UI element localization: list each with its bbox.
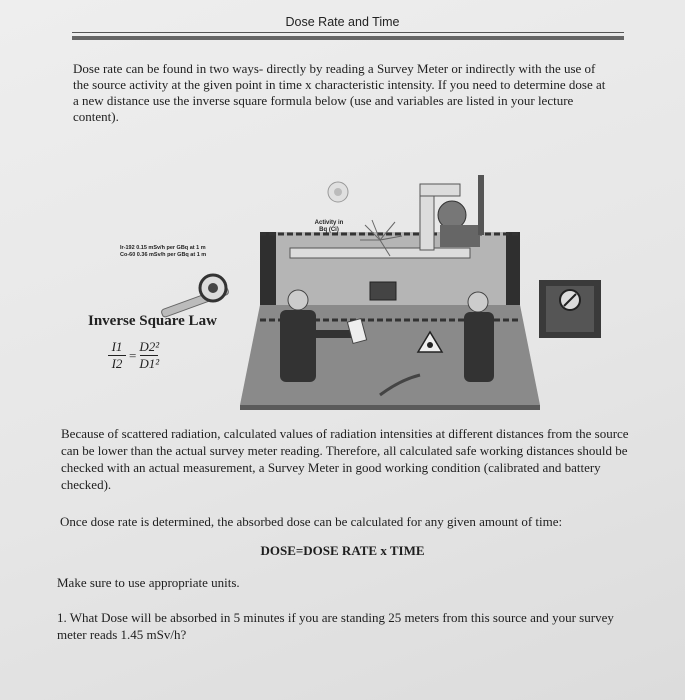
question-1: 1. What Dose will be absorbed in 5 minutes if you are standing 25 meters from this source and your survey meter reads 1.45 mSv/h? bbox=[57, 610, 614, 642]
units-note: Make sure to use appropriate units. bbox=[57, 575, 240, 590]
formula-d1-squared: D1² bbox=[139, 356, 160, 371]
scatter-paragraph: Because of scattered radiation, calculated values of radiation intensities at different distances from the source can be lower than the actual survey meter reading. Therefore, all calculated safe working distances should be checked with an actual measurement, a Survey Meter in good working condition (calibrated and battery checked). bbox=[61, 426, 629, 492]
scene-right-wall bbox=[506, 232, 520, 310]
dose-formula: DOSE=DOSE RATE x TIME bbox=[260, 543, 425, 558]
scene-left-wall bbox=[260, 232, 276, 310]
formula-i2: I2 bbox=[111, 356, 123, 371]
tape-measure-icon bbox=[161, 275, 230, 318]
radiography-figure bbox=[80, 170, 620, 410]
header-rule-thick bbox=[72, 36, 624, 40]
radiation-source-emblem bbox=[328, 182, 348, 202]
survey-meter-icon bbox=[539, 280, 601, 338]
formula-right-fraction bbox=[139, 340, 159, 371]
formula-i1: I1 bbox=[111, 339, 123, 354]
formula-d2-squared: D2² bbox=[139, 339, 160, 354]
radiography-camera bbox=[370, 282, 396, 300]
scene-floor-edge bbox=[240, 405, 540, 410]
source-characteristic-note bbox=[120, 245, 206, 259]
once-paragraph: Once dose rate is determined, the absorbed dose can be calculated for any given amount of time: bbox=[60, 514, 563, 529]
formula-left-fraction bbox=[108, 340, 126, 371]
page-header-title: Dose Rate and Time bbox=[285, 15, 400, 29]
formula-equals: = bbox=[129, 347, 137, 363]
activity-label-line1: Activity in bbox=[314, 220, 344, 226]
co60-note: Co-60 0.36 mSv/h per GBq at 1 m bbox=[120, 252, 207, 258]
intro-paragraph: Dose rate can be found in two ways- directly by reading a Survey Meter or indirectly with the use of the source activity at the given point in time x characteristic intensity. If you need to determine dose at a new distance use the inverse square formula below (use and variables are listed in your lecture content). bbox=[73, 61, 606, 124]
header-rule-thin bbox=[72, 32, 624, 33]
radiography-scene-illustration bbox=[80, 170, 620, 410]
activity-label bbox=[299, 220, 359, 234]
inverse-square-formula bbox=[108, 340, 159, 371]
activity-label-line2: Bq (Ci) bbox=[319, 227, 339, 233]
ir192-note: Ir-192 0.15 mSv/h per GBq at 1 m bbox=[120, 245, 206, 251]
inverse-square-law-title: Inverse Square Law bbox=[88, 313, 217, 329]
